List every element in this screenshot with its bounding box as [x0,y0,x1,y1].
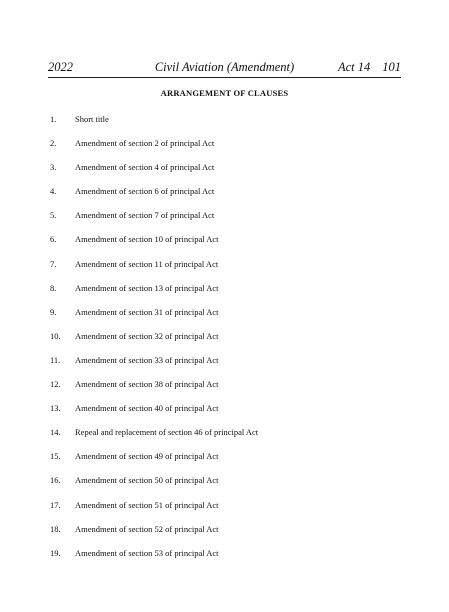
clause-title: Amendment of section 31 of principal Act [75,306,219,317]
clause-number: 4. [50,186,57,197]
header-rule [48,77,401,78]
clause-number: 17. [50,499,61,510]
clause-title: Amendment of section 50 of principal Act [75,475,219,486]
clause-title: Amendment of section 51 of principal Act [75,499,219,510]
header-act: Act 14 [337,60,371,74]
clause-number: 16. [50,475,61,486]
clause-number: 18. [50,523,61,534]
header-title: Civil Aviation (Amendment) [154,60,295,74]
clause-title: Amendment of section 53 of principal Act [75,547,219,558]
clause-title: Repeal and replacement of section 46 of principal Act [75,427,259,438]
clause-title: Amendment of section 2 of principal Act [75,138,215,149]
running-header [48,58,401,76]
clause-title: Amendment of section 49 of principal Act [75,451,219,462]
clause-title: Amendment of section 7 of principal Act [75,210,215,221]
clause-title: Amendment of section 38 of principal Act [75,379,219,390]
clause-title: Amendment of section 52 of principal Act [75,523,219,534]
clause-number: 12. [50,379,61,390]
clause-number: 13. [50,403,61,414]
clause-title: Short title [75,114,109,124]
clause-number: 3. [50,162,57,173]
clause-number: 6. [50,234,57,245]
clause-title: Amendment of section 40 of principal Act [75,403,219,414]
clause-number: 7. [50,258,57,269]
clause-number: 2. [50,138,57,149]
header-act-page [338,58,401,76]
clause-number: 9. [50,306,57,317]
clause-number: 10. [50,330,61,341]
clause-number: 19. [50,547,61,558]
clause-title: Amendment of section 33 of principal Act [75,354,219,365]
clause-number: 11. [50,354,61,365]
clause-title: Amendment of section 10 of principal Act [75,234,219,245]
clause-number: 5. [50,210,57,221]
header-page-number: 101 [382,60,401,74]
arrangement-heading: ARRANGEMENT OF CLAUSES [160,88,289,98]
clause-number: 8. [50,282,57,293]
clause-title: Amendment of section 13 of principal Act [75,282,219,293]
clause-number: 1. [50,114,57,124]
clause-title: Amendment of section 32 of principal Act [75,330,219,341]
clause-title: Amendment of section 6 of principal Act [75,186,215,197]
header-year: 2022 [48,60,73,74]
clause-number: 14. [50,427,61,438]
clause-title: Amendment of section 4 of principal Act [75,162,215,173]
clause-number: 15. [50,451,61,462]
clause-title: Amendment of section 11 of principal Act [75,258,219,269]
